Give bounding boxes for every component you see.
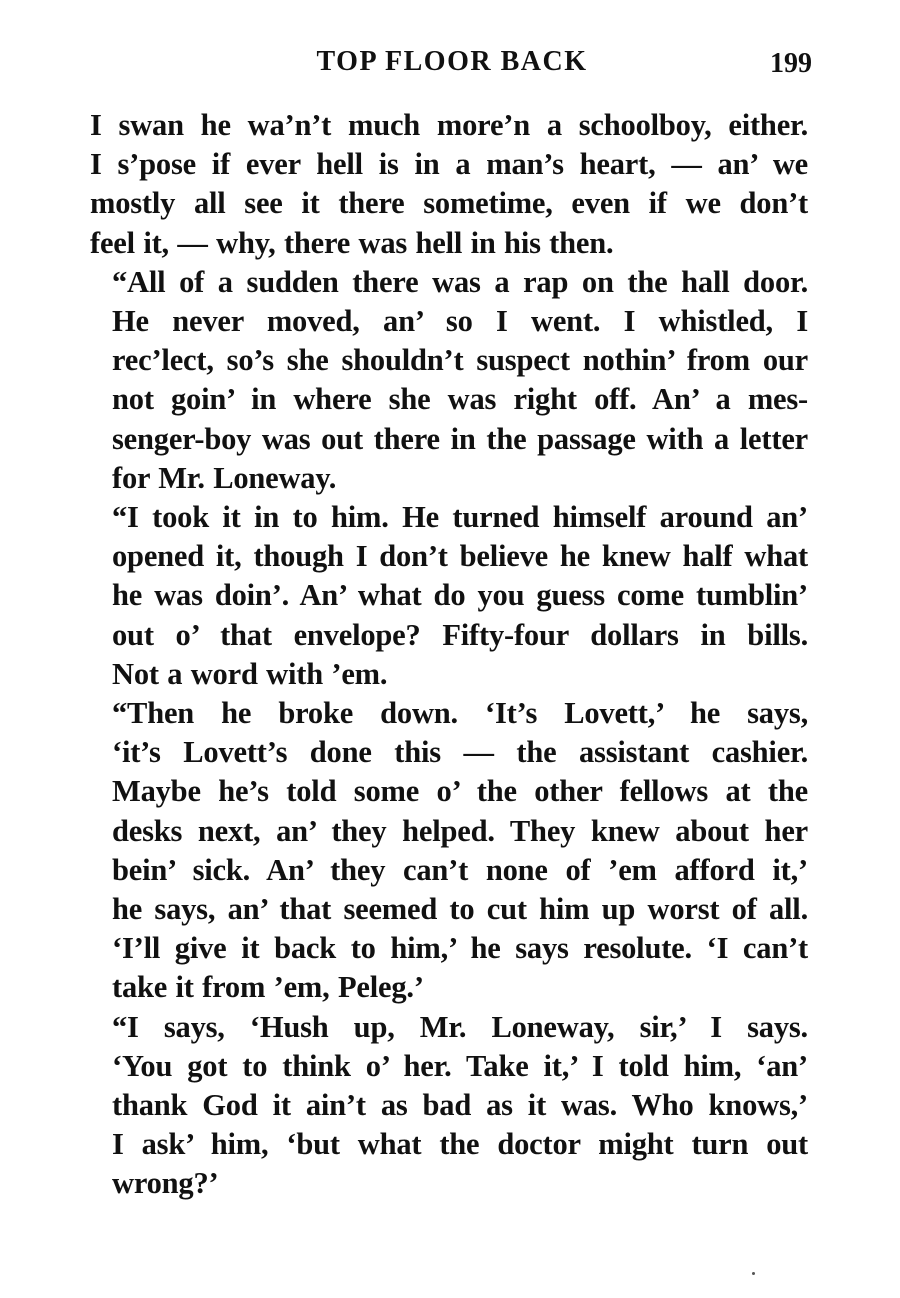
paragraph bbox=[90, 498, 808, 694]
text-line: I swan he wa’n’t much more’n a schoolboy, either. bbox=[90, 108, 808, 142]
text-line: ‘I’ll give it back to him,’ he says resolute. ‘I can’t bbox=[112, 931, 808, 966]
text-line: not goin’ in where she was right off. An’ a mes- bbox=[112, 382, 808, 417]
text-line: ‘You got to think o’ her. Take it,’ I told him, ‘an’ bbox=[112, 1048, 808, 1083]
text-line: I ask’ him, ‘but what the doctor might turn out bbox=[112, 1127, 808, 1162]
text-line: Not a word with ’em. bbox=[112, 656, 388, 691]
text-line: opened it, though I don’t believe he knew half what bbox=[112, 539, 808, 574]
text-line: mostly all see it there sometime, even if we don’t bbox=[90, 186, 808, 221]
text-line: wrong?’ bbox=[112, 1166, 219, 1201]
text-line: for Mr. Loneway. bbox=[112, 460, 337, 495]
print-speck bbox=[752, 1272, 755, 1275]
text-line: I s’pose if ever hell is in a man’s heart, — an’ we bbox=[90, 147, 808, 182]
text-line: ‘it’s Lovett’s done this — the assistant cashier. bbox=[112, 735, 808, 770]
text-line: “All of a sudden there was a rap on the hall door. bbox=[112, 264, 808, 299]
text-line: thank God it ain’t as bad as it was. Who knows,’ bbox=[112, 1088, 808, 1123]
text-line: He never moved, an’ so I went. I whistled, I bbox=[112, 304, 808, 339]
page-number: 199 bbox=[770, 48, 812, 79]
text-line: senger-boy was out there in the passage with a letter bbox=[112, 421, 808, 456]
text-line: “I took it in to him. He turned himself around an’ bbox=[112, 500, 808, 535]
text-line: “Then he broke down. ‘It’s Lovett,’ he says, bbox=[112, 696, 808, 731]
text-line: “I says, ‘Hush up, Mr. Loneway, sir,’ I says. bbox=[112, 1009, 808, 1044]
text-line: rec’lect, so’s she shouldn’t suspect nothin’ from our bbox=[112, 343, 808, 378]
text-line: Maybe he’s told some o’ the other fellows at the bbox=[112, 774, 808, 809]
text-line: take it from ’em, Peleg.’ bbox=[112, 970, 424, 1005]
paragraph bbox=[90, 694, 808, 1008]
text-line: bein’ sick. An’ they can’t none of ’em afford it,’ bbox=[112, 852, 808, 887]
paragraph bbox=[90, 1008, 808, 1204]
text-line: feel it, — why, there was hell in his then. bbox=[90, 225, 614, 260]
text-line: desks next, an’ they helped. They knew about her bbox=[112, 813, 808, 848]
text-line: he was doin’. An’ what do you guess come tumblin’ bbox=[112, 578, 808, 613]
body-text bbox=[90, 106, 808, 1204]
paragraph bbox=[90, 106, 808, 263]
paragraph bbox=[90, 263, 808, 498]
running-head-title: TOP FLOOR BACK bbox=[316, 46, 588, 77]
text-line: out o’ that envelope? Fifty-four dollars in bills. bbox=[112, 617, 808, 652]
text-line: he says, an’ that seemed to cut him up worst of all. bbox=[112, 892, 808, 927]
running-head bbox=[92, 46, 812, 86]
